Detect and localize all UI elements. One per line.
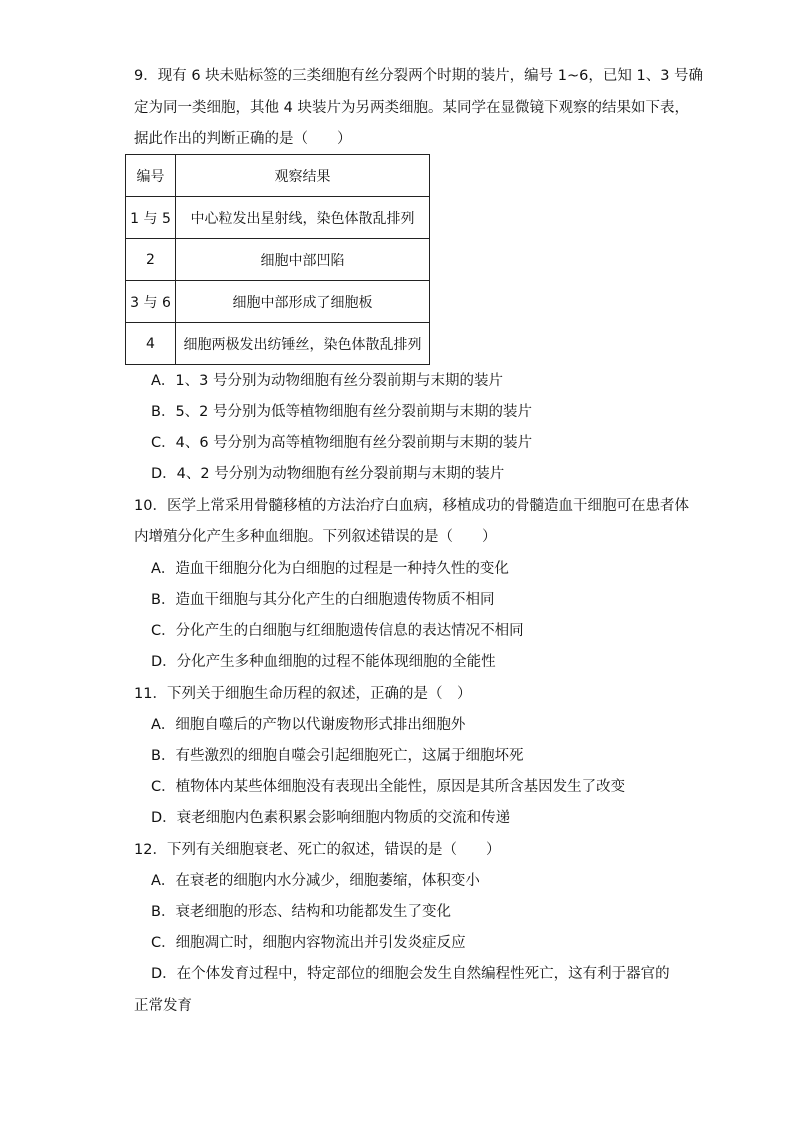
q9-option-c: C．4、6 号分别为高等植物细胞有丝分裂前期与末期的装片 [151,435,533,451]
q12-option-c: C．细胞凋亡时，细胞内容物流出并引发炎症反应 [151,935,466,951]
q9-stem-line-2: 定为同一类细胞，其他 4 块装片为另两类细胞。某同学在显微镜下观察的结果如下表， [134,100,689,116]
q10-option-d: D．分化产生多种血细胞的过程不能体现细胞的全能性 [151,654,496,670]
table-row [126,197,430,239]
table-header-row [126,155,430,197]
table-header-result: 观察结果 [176,155,430,197]
table-row [126,323,430,365]
table-row [126,281,430,323]
table-cell-id: 2 [126,239,176,281]
q10-option-b: B．造血干细胞与其分化产生的白细胞遗传物质不相同 [151,592,495,608]
q11-option-a: A．细胞自噬后的产物以代谢废物形式排出细胞外 [151,717,466,733]
observation-table [125,154,430,365]
table-cell-result: 中心粒发出星射线，染色体散乱排列 [176,197,430,239]
q11-option-b: B．有些激烈的细胞自噬会引起细胞死亡，这属于细胞坏死 [151,748,524,764]
q11-stem-line-1: 11．下列关于细胞生命历程的叙述，正确的是（ ） [134,686,472,702]
q9-option-d: D．4、2 号分别为动物细胞有丝分裂前期与末期的装片 [151,466,505,482]
q12-option-d-continuation: 正常发育 [134,998,192,1014]
q10-stem-line-2: 内增殖分化产生多种血细胞。下列叙述错误的是（ ） [134,529,497,545]
table-cell-id: 4 [126,323,176,365]
q9-stem-line-3: 据此作出的判断正确的是（ ） [134,131,352,147]
q12-option-b: B．衰老细胞的形态、结构和功能都发生了变化 [151,904,451,920]
q12-stem-line-1: 12．下列有关细胞衰老、死亡的叙述，错误的是（ ） [134,842,501,858]
table-cell-result: 细胞中部形成了细胞板 [176,281,430,323]
table-cell-id: 1 与 5 [126,197,176,239]
table-cell-result: 细胞两极发出纺锤丝，染色体散乱排列 [176,323,430,365]
q9-stem-line-1: 9．现有 6 块未贴标签的三类细胞有丝分裂两个时期的装片，编号 1~6，已知 1、3 号确 [134,68,704,84]
table-cell-id: 3 与 6 [126,281,176,323]
table-row [126,239,430,281]
q12-option-a: A．在衰老的细胞内水分减少，细胞萎缩，体积变小 [151,873,480,889]
q10-option-a: A．造血干细胞分化为白细胞的过程是一种持久性的变化 [151,561,509,577]
table-cell-result: 细胞中部凹陷 [176,239,430,281]
q10-stem-line-1: 10．医学上常采用骨髓移植的方法治疗白血病，移植成功的骨髓造血干细胞可在患者体 [134,498,689,514]
q10-option-c: C．分化产生的白细胞与红细胞遗传信息的表达情况不相同 [151,623,524,639]
q12-option-d: D．在个体发育过程中，特定部位的细胞会发生自然编程性死亡，这有利于器官的 [151,966,670,982]
q11-option-d: D．衰老细胞内色素积累会影响细胞内物质的交流和传递 [151,810,511,826]
q11-option-c: C．植物体内某些体细胞没有表现出全能性，原因是其所含基因发生了改变 [151,779,626,795]
q9-option-b: B．5、2 号分别为低等植物细胞有丝分裂前期与末期的装片 [151,404,533,420]
table-header-id: 编号 [126,155,176,197]
q9-option-a: A．1、3 号分别为动物细胞有丝分裂前期与末期的装片 [151,373,503,389]
